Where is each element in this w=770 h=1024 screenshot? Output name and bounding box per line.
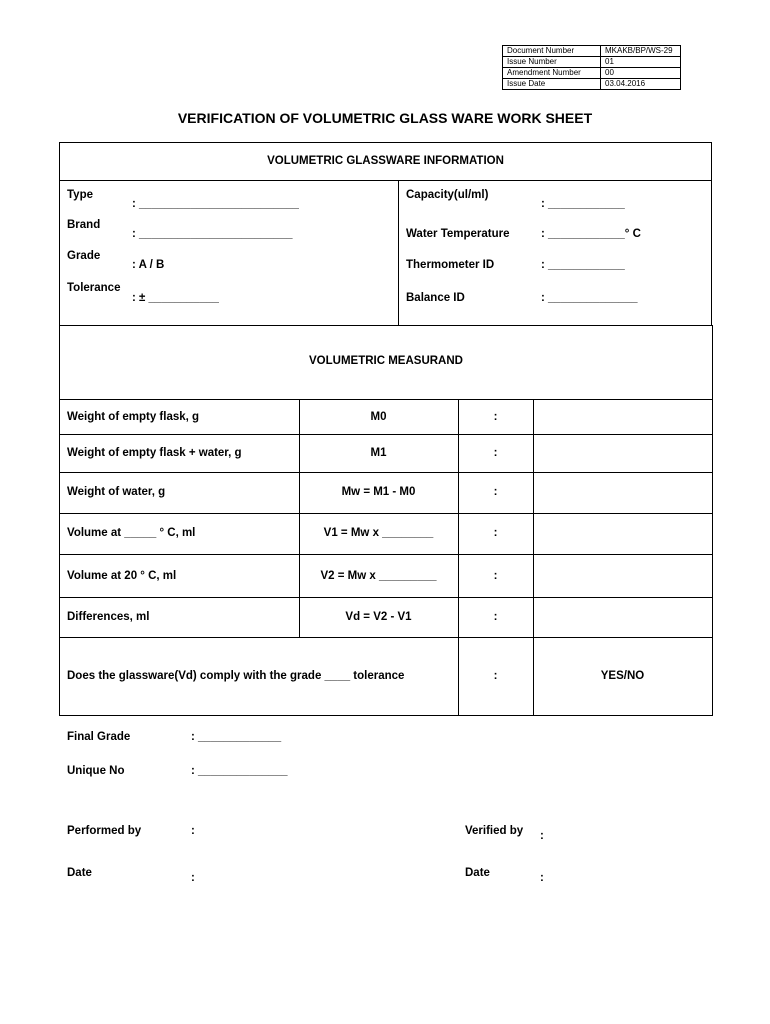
date-left-label: Date	[67, 867, 92, 879]
row-divider	[59, 472, 713, 473]
comply-colon: :	[493, 670, 498, 682]
row-formula: V2 = Mw x _________	[320, 570, 437, 582]
tolerance-field: : ± ___________	[132, 292, 219, 304]
balance-id-field: : ______________	[541, 292, 638, 304]
info-box-top-border	[59, 142, 712, 143]
verified-by-label: Verified by	[465, 825, 524, 837]
amendment-number-value: 00	[601, 68, 681, 79]
brand-label: Brand	[67, 219, 101, 231]
row-divider	[59, 597, 713, 598]
grade-label: Grade	[67, 250, 101, 262]
unique-no-field: : ______________	[191, 765, 288, 777]
info-heading-divider	[59, 180, 712, 181]
row-label: Weight of empty flask, g	[67, 411, 200, 423]
doc-control-row	[503, 79, 681, 90]
row-divider	[59, 399, 713, 400]
row-formula: V1 = Mw x ________	[323, 527, 434, 539]
document-control-table	[502, 45, 681, 90]
row-colon: :	[493, 411, 498, 423]
amendment-number-label: Amendment Number	[503, 68, 601, 79]
row-colon: :	[493, 486, 498, 498]
row-colon: :	[493, 527, 498, 539]
row-divider	[59, 513, 713, 514]
comply-answer: YES/NO	[600, 670, 645, 682]
measurand-left-border	[59, 325, 60, 715]
performed-by-label: Performed by	[67, 825, 142, 837]
doc-control-row	[503, 68, 681, 79]
brand-field: : ________________________	[132, 228, 293, 240]
info-heading: VOLUMETRIC GLASSWARE INFORMATION	[267, 155, 504, 167]
issue-date-label: Issue Date	[503, 79, 601, 90]
info-column-divider	[398, 180, 399, 325]
water-temperature-label: Water Temperature	[406, 228, 510, 240]
final-grade-field: : _____________	[191, 731, 282, 743]
info-box-right-border	[711, 142, 712, 325]
row-formula: M1	[370, 447, 387, 459]
measurand-bottom-border	[59, 715, 713, 716]
issue-number-label: Issue Number	[503, 57, 601, 68]
capacity-field: : ____________	[541, 198, 625, 210]
issue-number-value: 01	[601, 57, 681, 68]
row-divider	[59, 554, 713, 555]
column-divider	[299, 399, 300, 637]
doc-control-row	[503, 46, 681, 57]
final-grade-label: Final Grade	[67, 731, 131, 743]
date-right-field: :	[540, 872, 544, 884]
date-left-field: :	[191, 872, 195, 884]
column-divider	[533, 399, 534, 715]
row-formula: M0	[370, 411, 387, 423]
measurand-heading: VOLUMETRIC MEASURAND	[309, 355, 463, 367]
row-label: Differences, ml	[67, 611, 150, 623]
measurand-right-border	[712, 325, 713, 715]
row-colon: :	[493, 570, 498, 582]
date-right-label: Date	[465, 867, 490, 879]
row-divider	[59, 637, 713, 638]
type-label: Type	[67, 189, 93, 201]
row-colon: :	[493, 611, 498, 623]
doc-control-row	[503, 57, 681, 68]
thermometer-id-label: Thermometer ID	[406, 259, 495, 271]
page-title: VERIFICATION OF VOLUMETRIC GLASS WARE WORK SHEET	[177, 110, 593, 126]
issue-date-value: 03.04.2016	[601, 79, 681, 90]
row-colon: :	[493, 447, 498, 459]
doc-number-label: Document Number	[503, 46, 601, 57]
row-label: Volume at _____ ° C, ml	[67, 527, 196, 539]
info-box-left-border	[59, 142, 60, 325]
verified-by-field: :	[540, 830, 544, 842]
capacity-label: Capacity(ul/ml)	[406, 189, 489, 201]
grade-field: : A / B	[132, 259, 165, 271]
tolerance-label: Tolerance	[67, 282, 121, 294]
type-field: : _________________________	[132, 198, 299, 210]
measurand-top-border	[59, 325, 713, 326]
row-label: Weight of empty flask + water, g	[67, 447, 242, 459]
thermometer-id-field: : ____________	[541, 259, 625, 271]
performed-by-field: :	[191, 825, 195, 837]
row-label: Weight of water, g	[67, 486, 166, 498]
water-temperature-field: : ____________° C	[541, 228, 641, 240]
row-formula: Mw = M1 - M0	[341, 486, 416, 498]
row-label: Volume at 20 ° C, ml	[67, 570, 177, 582]
doc-number-value: MKAKB/BP/WS-29	[601, 46, 681, 57]
unique-no-label: Unique No	[67, 765, 125, 777]
balance-id-label: Balance ID	[406, 292, 465, 304]
row-divider	[59, 434, 713, 435]
comply-question: Does the glassware(Vd) comply with the grade ____ tolerance	[67, 670, 405, 682]
row-formula: Vd = V2 - V1	[345, 611, 412, 623]
